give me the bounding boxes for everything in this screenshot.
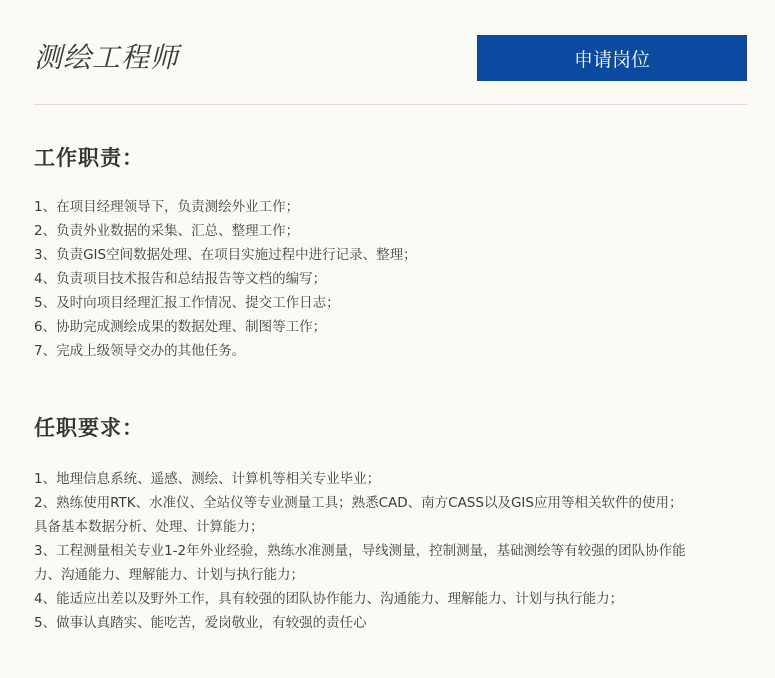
list-item: 力、沟通能力、理解能力、计划与执行能力；	[34, 567, 304, 583]
requirements-heading: 任职要求：	[34, 416, 144, 440]
requirements-list	[34, 467, 734, 635]
list-item: 1、在项目经理领导下，负责测绘外业工作；	[34, 199, 300, 215]
list-item: 5、及时向项目经理汇报工作情况、提交工作日志；	[34, 295, 340, 311]
list-item: 6、协助完成测绘成果的数据处理、制图等工作；	[34, 319, 327, 335]
apply-job-button[interactable]: 申请岗位	[477, 35, 747, 81]
list-item: 7、完成上级领导交办的其他任务。	[34, 343, 246, 359]
list-item: 1、地理信息系统、遥感、测绘、计算机等相关专业毕业；	[34, 471, 381, 487]
list-item: 3、工程测量相关专业1-2年外业经验，熟练水准测量，导线测量，控制测量，基础测绘等有较强的团队协作能	[34, 543, 686, 559]
list-item: 2、熟练使用RTK、水准仪、全站仪等专业测量工具；熟悉CAD、南方CASS以及GIS应用等相关软件的使用；	[34, 495, 683, 511]
responsibilities-list	[34, 195, 734, 363]
list-item: 3、负责GIS空间数据处理、在项目实施过程中进行记录、整理；	[34, 247, 417, 263]
list-item: 2、负责外业数据的采集、汇总、整理工作；	[34, 223, 300, 239]
list-item: 4、负责项目技术报告和总结报告等文档的编写；	[34, 271, 327, 287]
list-item: 4、能适应出差以及野外工作，具有较强的团队协作能力、沟通能力、理解能力、计划与执行能力；	[34, 591, 624, 607]
responsibilities-heading: 工作职责：	[34, 146, 144, 170]
list-item: 5、做事认真踏实、能吃苦，爱岗敬业，有较强的责任心	[34, 615, 367, 631]
list-item: 具备基本数据分析、处理、计算能力；	[34, 519, 264, 535]
header-divider	[34, 104, 747, 105]
job-title: 测绘工程师	[34, 41, 180, 74]
job-header	[0, 0, 775, 105]
